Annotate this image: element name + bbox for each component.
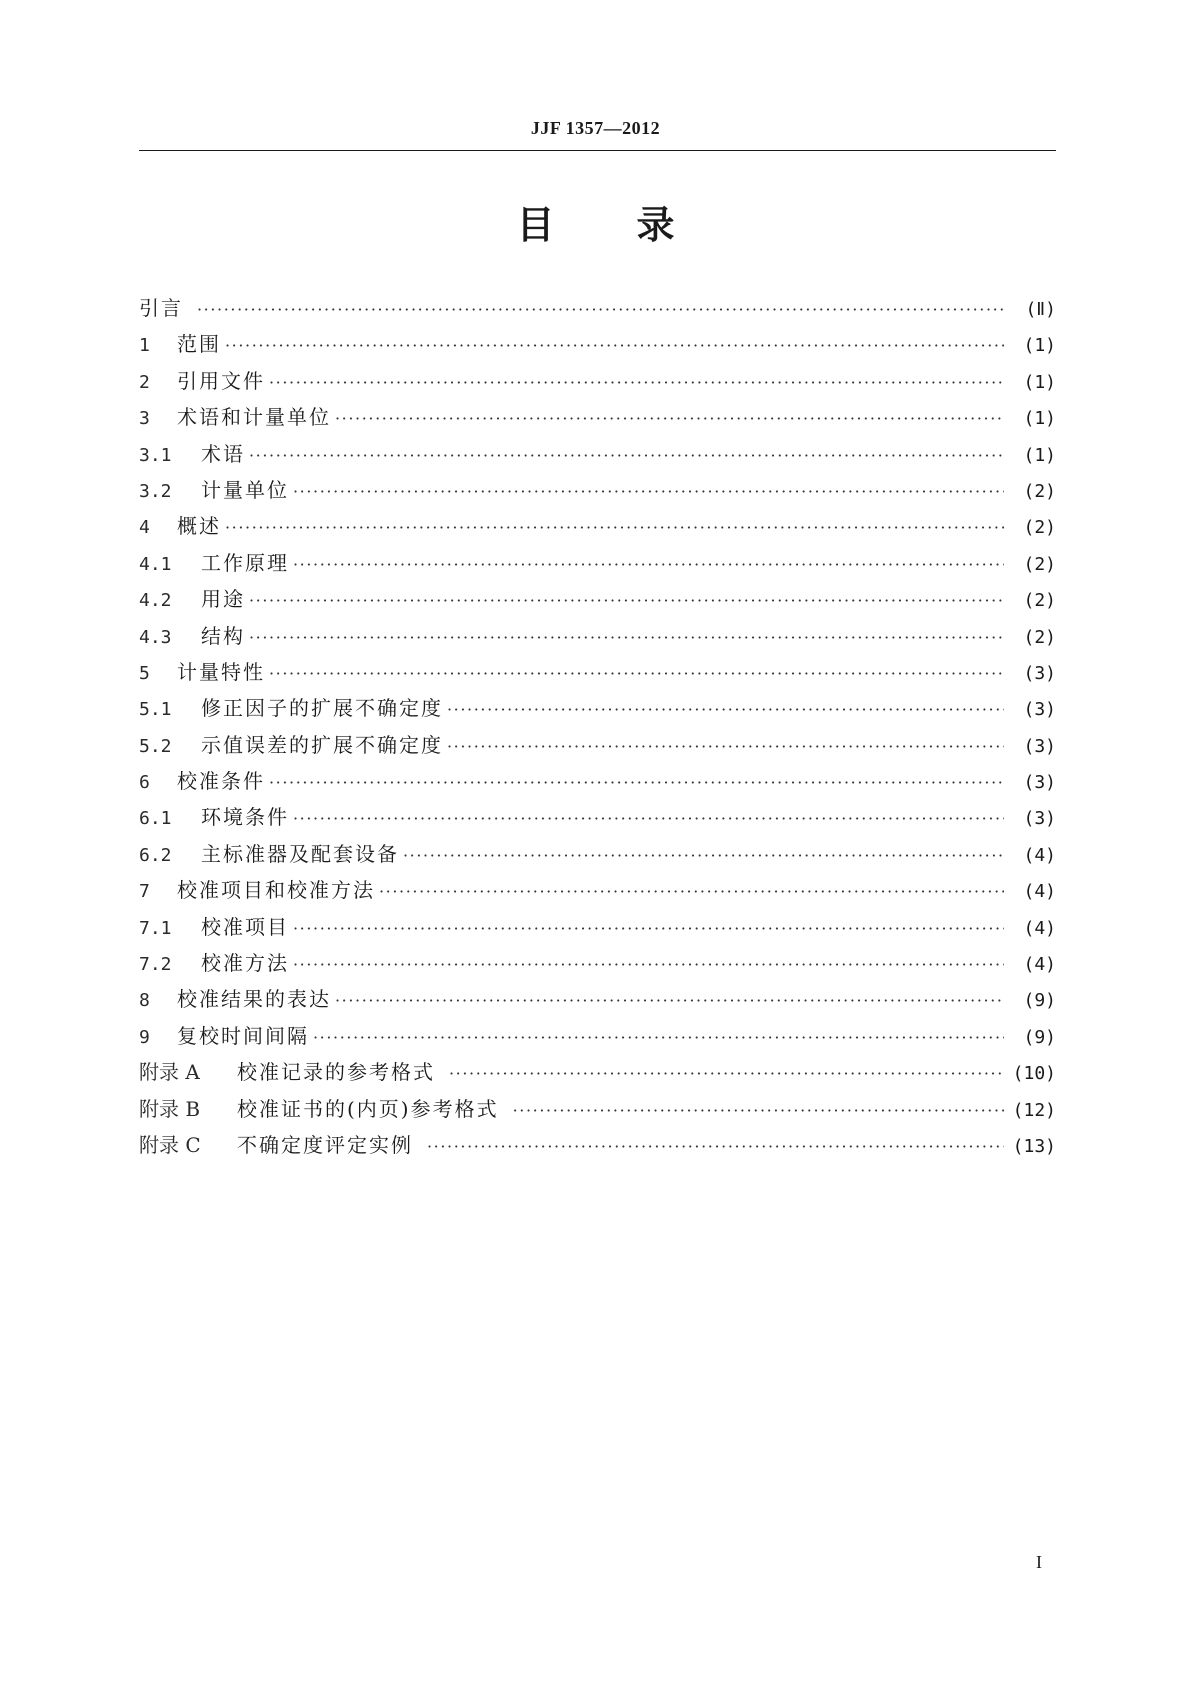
toc-entry-title: 范围 [177, 332, 221, 357]
toc-entry-number: 6.2 [139, 844, 172, 866]
toc-entry-number: 附录 A [139, 1060, 200, 1085]
toc-entry-title: 校准证书的(内页)参考格式 [237, 1096, 499, 1121]
toc-entry-number: 8 [139, 990, 150, 1012]
toc-entry-page: (12) [1012, 1099, 1056, 1121]
toc-entry-number: 附录 C [139, 1132, 201, 1157]
toc-entry[interactable] [139, 836, 1056, 872]
header-rule [139, 150, 1056, 151]
toc-entry-number: 1 [139, 335, 150, 357]
toc-entry-title: 复校时间间隔 [177, 1023, 309, 1048]
toc-entry-page: (1) [1023, 371, 1056, 393]
toc-entry-number: 附录 B [139, 1096, 201, 1121]
toc-entry[interactable] [139, 399, 1056, 435]
toc-title [0, 200, 1191, 250]
toc-entry-title: 计量单位 [201, 477, 289, 502]
page-folio: I [1036, 1552, 1042, 1572]
toc-dot-leader [335, 983, 1004, 1019]
toc-entry[interactable] [139, 981, 1056, 1017]
toc-entry-title: 引用文件 [177, 368, 265, 393]
toc-entry-page: (Ⅱ) [1025, 299, 1056, 320]
toc-dot-leader [293, 911, 1004, 947]
toc-dot-leader [427, 1129, 1004, 1165]
toc-entry-page: (2) [1023, 590, 1056, 612]
toc-entry-number: 5 [139, 662, 150, 684]
toc-dot-leader [293, 947, 1004, 983]
toc-entry-page: (10) [1012, 1063, 1056, 1085]
toc-dot-leader [403, 838, 1004, 874]
toc-entry-title: 校准记录的参考格式 [237, 1060, 435, 1085]
toc-entry[interactable] [139, 945, 1056, 981]
toc-entry[interactable] [139, 436, 1056, 472]
toc-entry-page: (2) [1023, 553, 1056, 575]
toc-entry-title: 术语和计量单位 [177, 405, 331, 430]
toc-entry-number: 6.1 [139, 808, 172, 830]
toc-entry-title: 结构 [201, 623, 245, 648]
toc-entry-page: (4) [1023, 954, 1056, 976]
toc-entry-title: 校准项目 [201, 914, 289, 939]
toc-entry-number: 5.1 [139, 699, 172, 721]
toc-entry-title: 工作原理 [201, 550, 289, 575]
toc-entry[interactable] [139, 581, 1056, 617]
toc-entry-number: 4 [139, 517, 150, 539]
toc-entry[interactable] [139, 618, 1056, 654]
toc-dot-leader [249, 438, 1004, 474]
toc-entry-number: 2 [139, 371, 150, 393]
toc-entry[interactable] [139, 1018, 1056, 1054]
toc-entry[interactable] [139, 654, 1056, 690]
toc-entry-number: 4.2 [139, 590, 172, 612]
toc-dot-leader [513, 1093, 1004, 1129]
toc-entry-title: 修正因子的扩展不确定度 [201, 696, 443, 721]
toc-entry[interactable] [139, 290, 1056, 326]
toc-entry-title: 环境条件 [201, 805, 289, 830]
toc-entry[interactable] [139, 1054, 1056, 1090]
toc-entry-page: (9) [1023, 990, 1056, 1012]
toc-dot-leader [249, 583, 1004, 619]
toc-entry-title: 不确定度评定实例 [237, 1132, 413, 1157]
toc-entry-page: (2) [1023, 517, 1056, 539]
toc-dot-leader [225, 328, 1004, 364]
toc-entry-title: 术语 [201, 441, 245, 466]
toc-entry-number: 5.2 [139, 735, 172, 757]
toc-entry-title: 计量特性 [177, 659, 265, 684]
toc-entry[interactable] [139, 690, 1056, 726]
toc-entry-page: (3) [1023, 662, 1056, 684]
toc-entry-number: 3.1 [139, 444, 172, 466]
toc-entry-title: 校准结果的表达 [177, 987, 331, 1012]
toc-dot-leader [313, 1020, 1004, 1056]
toc-dot-leader [269, 765, 1004, 801]
toc-entry-number: 4.1 [139, 553, 172, 575]
toc-entry-page: (4) [1023, 881, 1056, 903]
toc-entry-number: 7.2 [139, 954, 172, 976]
toc-dot-leader [335, 401, 1004, 437]
toc-entry[interactable] [139, 727, 1056, 763]
document-code-header: JJF 1357—2012 [530, 118, 661, 138]
toc-entry-title: 校准方法 [201, 951, 289, 976]
toc-dot-leader [449, 1056, 1004, 1092]
toc-entry[interactable] [139, 909, 1056, 945]
toc-entry[interactable] [139, 1127, 1056, 1163]
toc-entry-title: 主标准器及配套设备 [201, 841, 399, 866]
toc-entry[interactable] [139, 872, 1056, 908]
table-of-contents [139, 290, 1056, 1163]
toc-entry[interactable] [139, 472, 1056, 508]
toc-entry-page: (3) [1023, 772, 1056, 794]
toc-entry-title: 引言 [139, 296, 183, 320]
toc-entry-title: 校准项目和校准方法 [177, 878, 375, 903]
toc-entry-title: 概述 [177, 514, 221, 539]
toc-entry-number: 4.3 [139, 626, 172, 648]
toc-dot-leader [293, 547, 1004, 583]
toc-dot-leader [197, 292, 1004, 328]
toc-entry-page: (3) [1023, 808, 1056, 830]
toc-entry[interactable] [139, 1091, 1056, 1127]
toc-entry-page: (3) [1023, 699, 1056, 721]
toc-title-char-1: 目 [516, 203, 555, 247]
toc-entry-title: 用途 [201, 587, 245, 612]
toc-entry[interactable] [139, 508, 1056, 544]
toc-dot-leader [447, 692, 1004, 728]
toc-dot-leader [269, 365, 1004, 401]
toc-entry-page: (4) [1023, 844, 1056, 866]
toc-dot-leader [249, 620, 1004, 656]
toc-entry-page: (1) [1023, 444, 1056, 466]
toc-dot-leader [293, 801, 1004, 837]
toc-entry[interactable] [139, 763, 1056, 799]
toc-entry-page: (2) [1023, 480, 1056, 502]
toc-entry-number: 3.2 [139, 480, 172, 502]
toc-entry-title: 校准条件 [177, 769, 265, 794]
toc-entry[interactable] [139, 545, 1056, 581]
toc-entry-number: 6 [139, 772, 150, 794]
toc-entry-number: 3 [139, 408, 150, 430]
toc-entry-page: (3) [1023, 735, 1056, 757]
toc-dot-leader [379, 874, 1004, 910]
toc-title-char-2: 录 [636, 203, 675, 247]
toc-dot-leader [269, 656, 1004, 692]
toc-dot-leader [225, 510, 1004, 546]
toc-entry[interactable] [139, 326, 1056, 362]
toc-entry[interactable] [139, 799, 1056, 835]
toc-dot-leader [447, 729, 1004, 765]
toc-entry[interactable] [139, 363, 1056, 399]
toc-dot-leader [293, 474, 1004, 510]
toc-entry-page: (1) [1023, 408, 1056, 430]
toc-entry-number: 7.1 [139, 917, 172, 939]
toc-entry-page: (13) [1012, 1135, 1056, 1157]
toc-entry-page: (4) [1023, 917, 1056, 939]
toc-entry-page: (2) [1023, 626, 1056, 648]
toc-entry-title: 示值误差的扩展不确定度 [201, 732, 443, 757]
toc-entry-number: 9 [139, 1026, 150, 1048]
toc-entry-page: (1) [1023, 335, 1056, 357]
toc-entry-page: (9) [1023, 1026, 1056, 1048]
toc-entry-number: 7 [139, 881, 150, 903]
